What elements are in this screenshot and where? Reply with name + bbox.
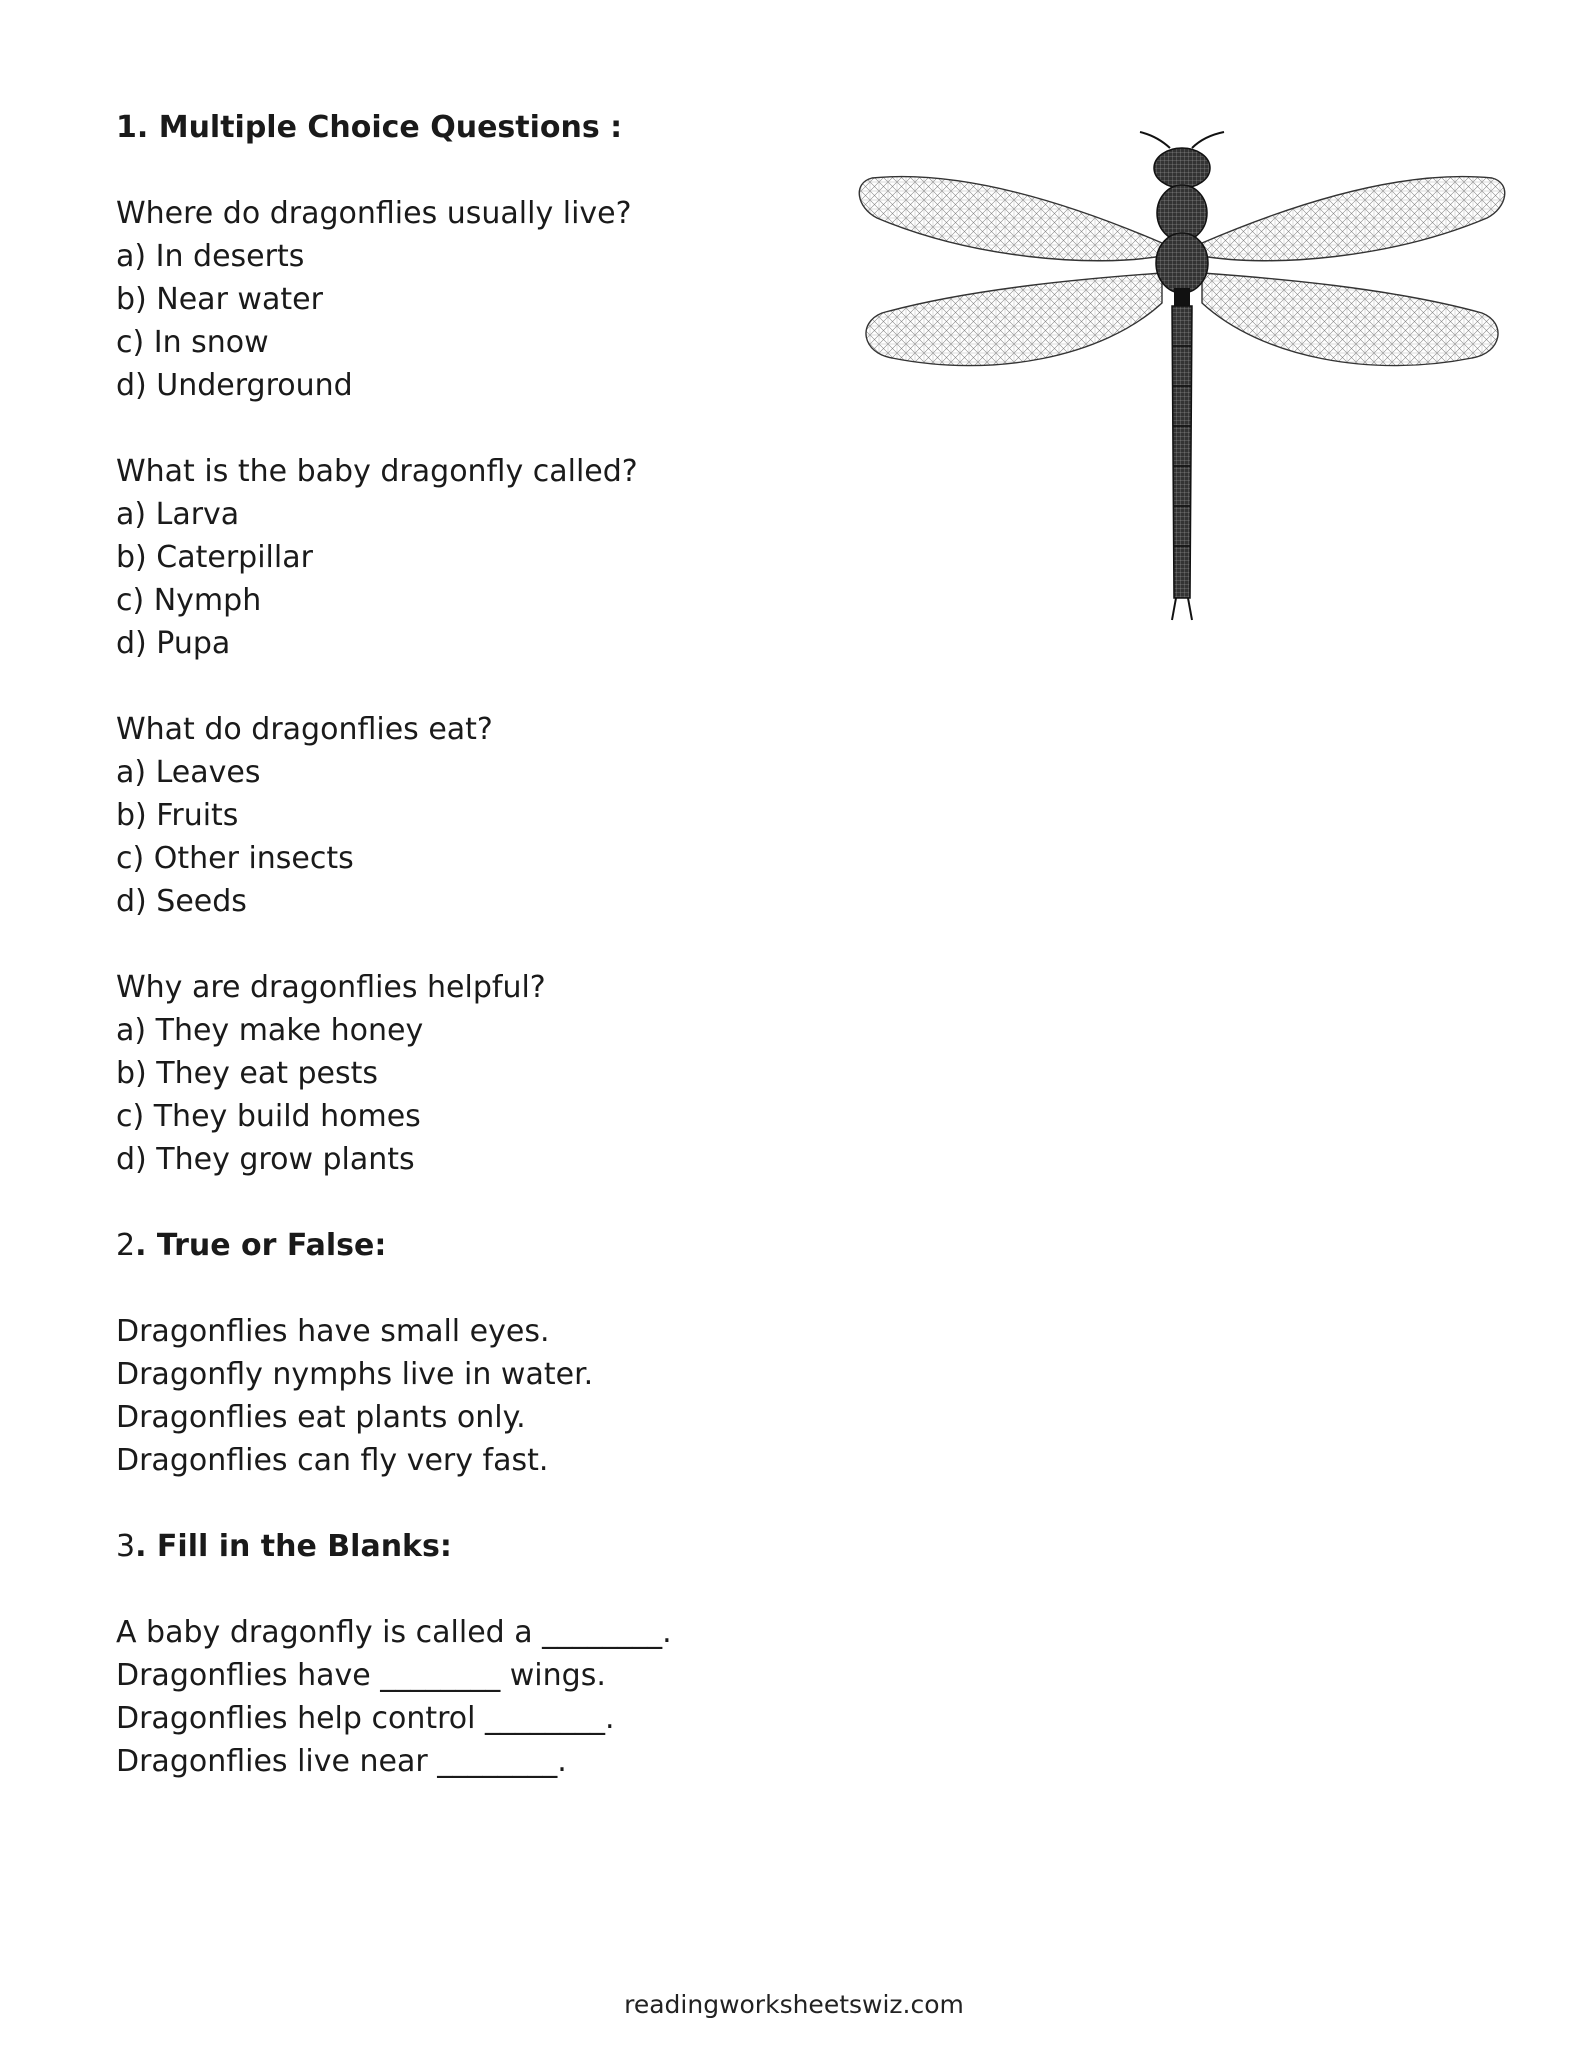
section-number: 3 [116, 1529, 136, 1564]
answer-option: b) Caterpillar [116, 540, 313, 575]
worksheet-content [116, 106, 836, 1783]
question-block [116, 450, 836, 665]
question-block [116, 966, 836, 1181]
answer-option: a) Larva [116, 497, 240, 532]
section-title: . True or False: [135, 1228, 387, 1263]
answer-option: a) They make honey [116, 1013, 424, 1048]
spacer [116, 1568, 836, 1611]
answer-option: a) Leaves [116, 755, 261, 790]
true-false-statement: Dragonfly nymphs live in water. [116, 1357, 594, 1392]
spacer [116, 665, 836, 708]
fill-blank-sentence: Dragonflies live near ________. [116, 1744, 567, 1779]
answer-option: c) In snow [116, 325, 269, 360]
footer-site-link[interactable]: readingworksheetswiz.com [624, 1990, 964, 2019]
question-text: Why are dragonflies helpful? [116, 970, 546, 1005]
spacer [116, 1267, 836, 1310]
fill-blank-sentence: A baby dragonfly is called a ________. [116, 1615, 672, 1650]
answer-option: c) Other insects [116, 841, 354, 876]
question-block [116, 192, 836, 407]
section-heading-true-false [116, 1224, 836, 1267]
answer-option: b) Fruits [116, 798, 239, 833]
spacer [116, 923, 836, 966]
answer-option: d) Underground [116, 368, 353, 403]
spacer [116, 149, 836, 192]
answer-option: d) Pupa [116, 626, 231, 661]
spacer [116, 1482, 836, 1525]
section-heading-fill-blanks [116, 1525, 836, 1568]
answer-option: b) Near water [116, 282, 323, 317]
question-text: What do dragonflies eat? [116, 712, 493, 747]
spacer [116, 407, 836, 450]
answer-option: c) They build homes [116, 1099, 421, 1134]
dragonfly-illustration [852, 128, 1512, 628]
section-title: . Fill in the Blanks: [135, 1529, 452, 1564]
spacer [116, 1181, 836, 1224]
answer-option: a) In deserts [116, 239, 305, 274]
true-false-statement: Dragonflies can fly very fast. [116, 1443, 549, 1478]
question-block [116, 708, 836, 923]
fill-blank-sentence: Dragonflies have ________ wings. [116, 1658, 606, 1693]
section-heading-multiple-choice: 1. Multiple Choice Questions : [116, 110, 623, 145]
answer-option: d) Seeds [116, 884, 247, 919]
true-false-statement: Dragonflies have small eyes. [116, 1314, 550, 1349]
answer-option: b) They eat pests [116, 1056, 379, 1091]
question-text: What is the baby dragonfly called? [116, 454, 638, 489]
section-number: 2 [116, 1228, 136, 1263]
answer-option: d) They grow plants [116, 1142, 415, 1177]
answer-option: c) Nymph [116, 583, 262, 618]
fill-blank-sentence: Dragonflies help control ________. [116, 1701, 615, 1736]
question-text: Where do dragonflies usually live? [116, 196, 632, 231]
true-false-statement: Dragonflies eat plants only. [116, 1400, 526, 1435]
